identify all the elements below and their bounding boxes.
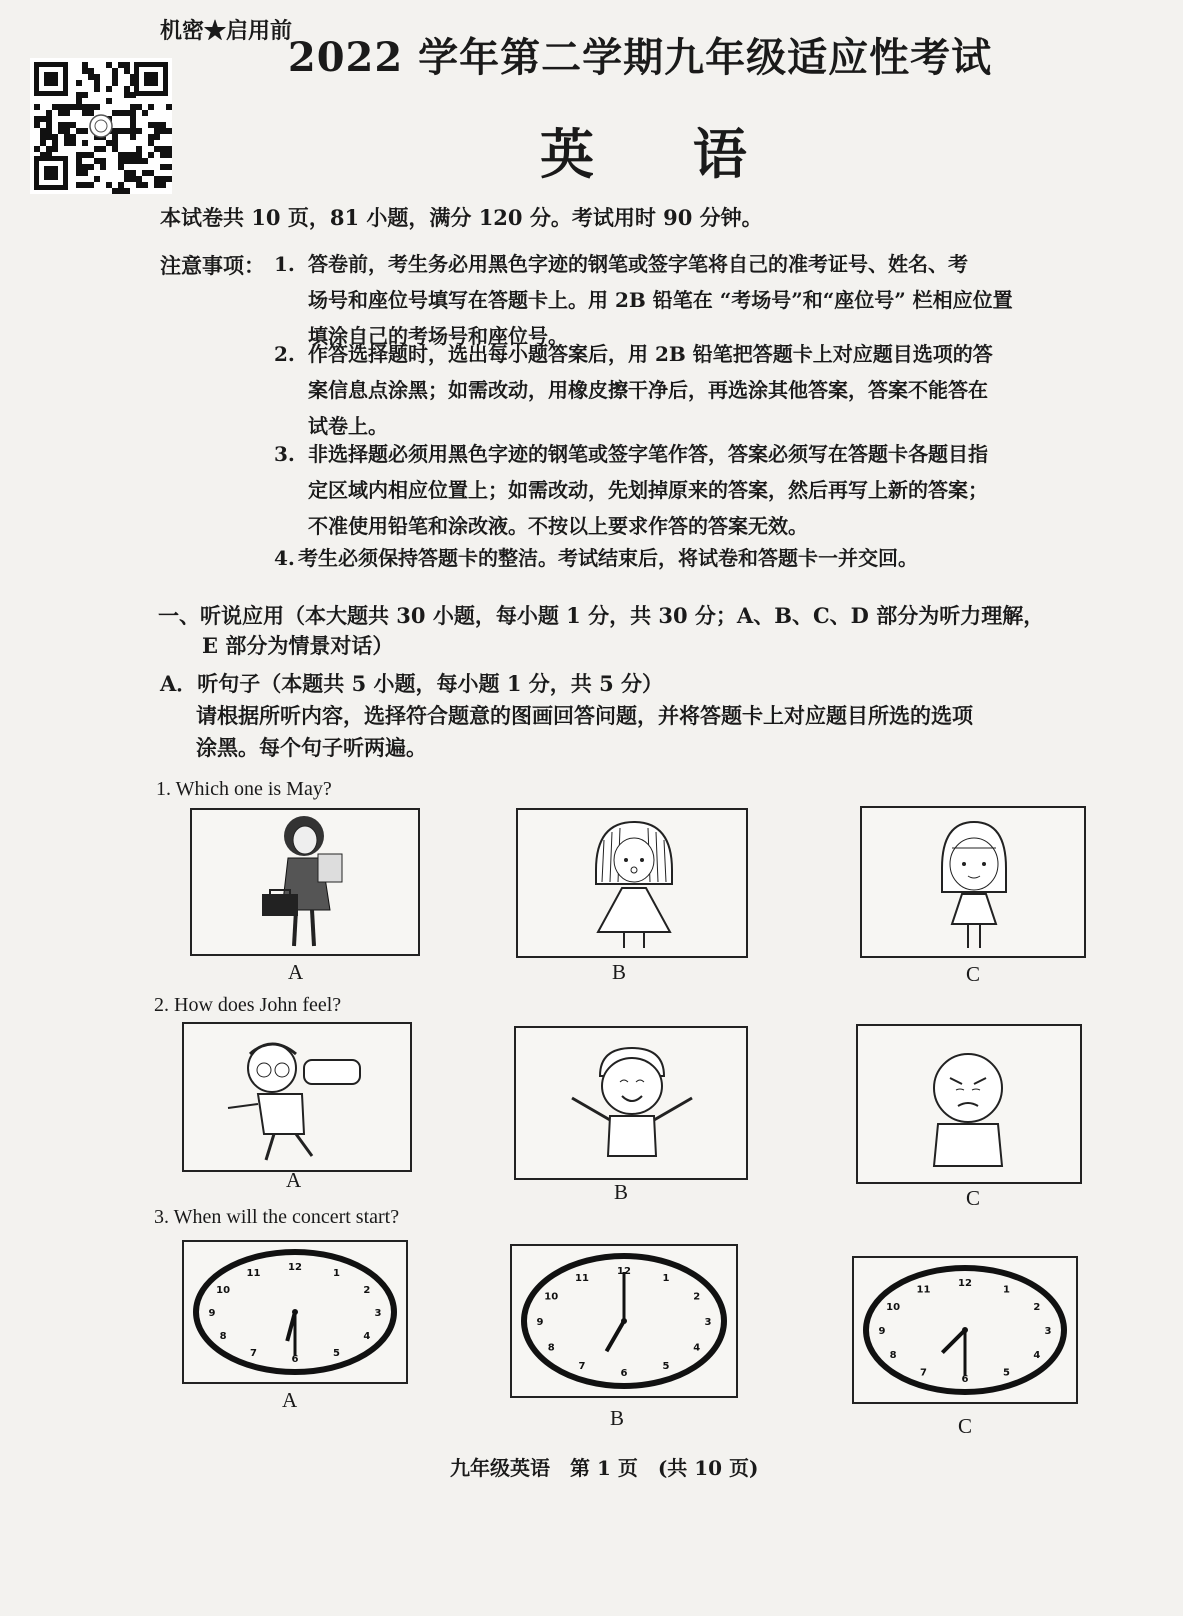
svg-text:4: 4: [693, 1342, 701, 1354]
note-item: [274, 436, 1104, 544]
svg-text:7: 7: [250, 1347, 257, 1359]
q2-option-c-picture: [856, 1024, 1082, 1184]
note-number: 1.: [274, 252, 295, 276]
question-1: 1. Which one is May?: [156, 778, 332, 800]
clock-icon: [512, 1246, 736, 1396]
note-item: [274, 540, 1104, 576]
svg-text:10: 10: [886, 1302, 901, 1313]
svg-text:12: 12: [958, 1278, 972, 1289]
svg-text:11: 11: [916, 1284, 931, 1296]
svg-text:5: 5: [1003, 1367, 1010, 1379]
instruction-line: 涂黑。每个句子听两遍。: [196, 735, 427, 760]
boy-with-backpack-icon: [184, 1024, 410, 1170]
clock-b-label: B: [610, 1406, 625, 1430]
happy-boy-icon: [516, 1028, 746, 1178]
note-line: 案信息点涂黑；如需改动，用橡皮擦干净后，再选涂其他答案，答案不能答在: [308, 378, 988, 402]
page-footer: 九年级英语 第 1 页 (共 10 页): [450, 1456, 759, 1480]
clock-icon: [184, 1242, 406, 1382]
q1-option-c-picture: [860, 806, 1086, 958]
svg-text:2: 2: [693, 1291, 701, 1303]
confidential-label: 机密★启用前: [160, 18, 293, 44]
section-one-line: 一、听说应用（本大题共 30 小题，每小题 1 分，共 30 分；A、B、C、D 部分为听力理解，: [158, 603, 1045, 628]
question-3: 3. When will the concert start?: [154, 1206, 400, 1228]
instruction-line: 请根据所听内容，选择符合题意的图画回答问题，并将答题卡上对应题目所选的选项: [196, 703, 973, 728]
qr-code-icon: [30, 58, 172, 194]
note-line: 答卷前，考生务必用黑色字迹的钢笔或签字笔将自己的准考证号、姓名、考: [308, 252, 968, 276]
girl-in-dress-icon: [518, 810, 746, 956]
note-line: 填涂自己的考场号和座位号。: [308, 324, 568, 348]
svg-text:9: 9: [536, 1317, 544, 1328]
svg-text:10: 10: [544, 1291, 559, 1303]
note-line: 试卷上。: [308, 414, 388, 438]
svg-text:3: 3: [374, 1308, 382, 1319]
svg-text:3: 3: [704, 1317, 712, 1328]
section-one-line: E 部分为情景对话）: [202, 633, 394, 658]
clock-b-picture: [510, 1244, 738, 1398]
note-number: 2.: [274, 342, 295, 366]
note-line: 考生必须保持答题卡的整洁。考试结束后，将试卷和答题卡一并交回。: [298, 546, 918, 570]
note-line: 场号和座位号填写在答题卡上。用 2B 铅笔在 “考场号”和“座位号” 栏相应位置: [308, 288, 1013, 312]
q1-option-a-picture: [190, 808, 420, 956]
svg-text:3: 3: [1044, 1326, 1052, 1337]
note-line: 定区域内相应位置上；如需改动，先划掉原来的答案，然后再写上新的答案；: [308, 478, 988, 502]
svg-text:2: 2: [363, 1285, 371, 1296]
section-one-heading: [158, 601, 1108, 661]
smiling-girl-icon: [862, 808, 1084, 956]
svg-text:7: 7: [920, 1367, 927, 1379]
angry-boy-icon: [858, 1026, 1080, 1182]
svg-text:6: 6: [291, 1354, 299, 1365]
svg-text:6: 6: [961, 1374, 969, 1385]
svg-text:11: 11: [246, 1268, 261, 1280]
clock-c-picture: [852, 1256, 1078, 1404]
clock-icon: [854, 1258, 1076, 1402]
notes-label: 注意事项：: [160, 253, 265, 278]
svg-text:5: 5: [662, 1361, 670, 1373]
q2-option-b-label: B: [614, 1180, 629, 1204]
question-2: 2. How does John feel?: [154, 994, 342, 1016]
note-line: 不准使用铅笔和涂改液。不按以上要求作答的答案无效。: [308, 514, 808, 538]
svg-text:9: 9: [878, 1326, 886, 1337]
q2-option-a-picture: [182, 1022, 412, 1172]
q1-option-a-label: A: [288, 960, 304, 984]
svg-text:4: 4: [1033, 1350, 1041, 1361]
svg-text:6: 6: [620, 1368, 628, 1379]
part-a-instruction: [196, 700, 1116, 764]
woman-with-briefcase-icon: [192, 810, 418, 954]
subject-title: 英 语: [540, 122, 787, 186]
svg-text:12: 12: [617, 1266, 631, 1277]
q2-option-b-picture: [514, 1026, 748, 1180]
svg-text:8: 8: [219, 1331, 227, 1342]
svg-text:7: 7: [578, 1361, 586, 1373]
part-a-heading: A．听句子（本题共 5 小题，每小题 1 分，共 5 分）: [160, 671, 663, 696]
svg-text:8: 8: [547, 1342, 555, 1354]
q2-option-c-label: C: [966, 1186, 981, 1210]
q2-option-a-label: A: [286, 1168, 302, 1192]
note-number: 4.: [274, 546, 295, 570]
svg-text:8: 8: [889, 1350, 897, 1361]
svg-text:1: 1: [333, 1268, 340, 1280]
svg-text:11: 11: [575, 1272, 589, 1284]
svg-text:4: 4: [363, 1331, 371, 1342]
note-number: 3.: [274, 442, 295, 466]
q1-option-b-label: B: [612, 960, 627, 984]
exam-title: 2022 学年第二学期九年级适应性考试: [287, 34, 993, 81]
svg-text:12: 12: [288, 1262, 302, 1273]
svg-text:1: 1: [662, 1272, 670, 1284]
svg-text:5: 5: [333, 1347, 340, 1359]
note-item: [274, 336, 1104, 444]
note-line: 作答选择题时，选出每小题答案后，用 2B 铅笔把答题卡上对应题目选项的答: [308, 342, 993, 366]
clock-a-label: A: [282, 1388, 298, 1412]
note-line: 非选择题必须用黑色字迹的钢笔或签字笔作答，答案必须写在答题卡各题目指: [308, 442, 988, 466]
q1-option-b-picture: [516, 808, 748, 958]
clock-c-label: C: [958, 1414, 973, 1438]
svg-text:9: 9: [208, 1308, 216, 1319]
exam-intro: 本试卷共 10 页，81 小题，满分 120 分。考试用时 90 分钟。: [160, 205, 763, 230]
svg-text:2: 2: [1033, 1302, 1041, 1313]
clock-a-picture: [182, 1240, 408, 1384]
svg-text:1: 1: [1003, 1284, 1010, 1296]
q1-option-c-label: C: [966, 962, 981, 986]
svg-text:10: 10: [216, 1285, 231, 1296]
